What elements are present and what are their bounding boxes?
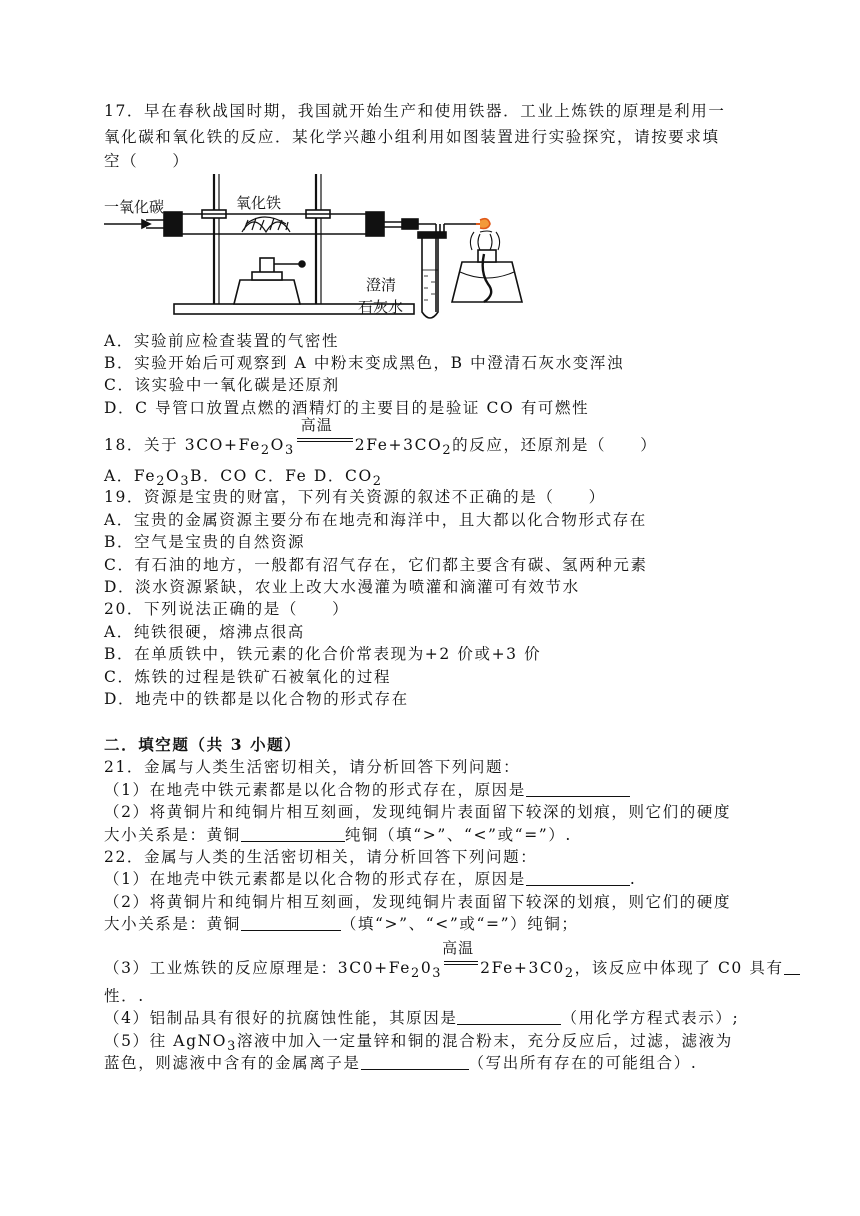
q21-stem: 21．金属与人类生活密切相关，请分析回答下列问题： bbox=[104, 758, 521, 776]
q22-part-5-line-1: （5）往 AgNO$_3$溶液中加入一定量锌和铜的混合粉末，充分反应后，过滤，滤液为 bbox=[104, 1032, 733, 1055]
q22-part-3-line-2: 性．. bbox=[104, 987, 145, 1005]
q17-stem-line-2: 氧化碳和氧化铁的反应．某化学兴趣小组利用如图装置进行实验探究，请按要求填 bbox=[104, 128, 720, 146]
reaction-condition: 高温 bbox=[295, 428, 355, 450]
label-co: 一氧化碳 bbox=[104, 198, 165, 216]
reaction-condition: 高温 bbox=[442, 951, 480, 973]
q19-option-c: C．有石油的地方，一般都有沼气存在，它们都主要含有碳、氢两种元素 bbox=[104, 556, 648, 574]
q17-option-a: A．实验前应检查装置的气密性 bbox=[104, 332, 340, 350]
q22-part-2-line-1: （2）将黄铜片和纯铜片相互刻画，发现纯铜片表面留下较深的划痕，则它们的硬度 bbox=[104, 893, 732, 911]
q19-option-d: D．淡水资源紧缺，农业上改大水漫灌为喷灌和滴灌可有效节水 bbox=[104, 578, 580, 596]
label-limewater-2: 石灰水 bbox=[358, 298, 404, 316]
q21-part-1: （1）在地壳中铁元素都是以化合物的形式存在，原因是 bbox=[104, 779, 630, 801]
q17-stem-line-3: 空（ ） bbox=[104, 152, 190, 170]
burner-body bbox=[234, 280, 300, 304]
q19-option-a: A．宝贵的金属资源主要分布在地壳和海洋中，且大都以化合物形式存在 bbox=[104, 511, 647, 529]
q19-option-b: B．空气是宝贵的自然资源 bbox=[104, 533, 306, 551]
answer-blank[interactable] bbox=[526, 869, 630, 886]
answer-blank[interactable] bbox=[526, 780, 630, 797]
q22-part-2-line-2: 大小关系是：黄铜 （填“>”、“<”或“=”）纯铜； bbox=[104, 915, 579, 933]
label-limewater-1: 澄清 bbox=[366, 276, 397, 294]
q17-option-c: C．该实验中一氧化碳是还原剂 bbox=[104, 376, 340, 394]
q22-part-1: （1）在地壳中铁元素都是以化合物的形式存在，原因是 . bbox=[104, 870, 637, 888]
q22-part-3: （3）工业炼铁的反应原理是：$3C0+Fe_20_3$ 高温 $2Fe+3C0_2$，该反应中体现了 C0 具有 bbox=[104, 951, 800, 985]
iron-oxide-powder bbox=[242, 217, 290, 232]
q20-option-c: C．炼铁的过程是铁矿石被氧化的过程 bbox=[104, 668, 392, 686]
q19-stem: 19．资源是宝贵的财富，下列有关资源的叙述不正确的是（ ） bbox=[104, 488, 606, 506]
q22-stem: 22．金属与人类的生活密切相关，请分析回答下列问题： bbox=[104, 848, 538, 866]
q20-option-d: D．地壳中的铁都是以化合物的形式存在 bbox=[104, 690, 409, 708]
q20-stem: 20．下列说法正确的是（ ） bbox=[104, 600, 350, 618]
q18-options: A．$Fe_2O_3B$．CO C．Fe D．$CO_2$ bbox=[104, 467, 383, 490]
q17-option-b: B．实验开始后可观察到 A 中粉末变成黑色，B 中澄清石灰水变浑浊 bbox=[104, 354, 625, 372]
answer-blank[interactable] bbox=[457, 1008, 561, 1025]
right-stopper bbox=[366, 212, 384, 236]
q17-option-d: D．C 导管口放置点燃的酒精灯的主要目的是验证 CO 有可燃性 bbox=[104, 399, 590, 417]
q20-option-b: B．在单质铁中，铁元素的化合价常表现为+2 价或+3 价 bbox=[104, 645, 542, 663]
q21-part-2-line-1: （2）将黄铜片和纯铜片相互刻画，发现纯铜片表面留下较深的划痕，则它们的硬度 bbox=[104, 803, 732, 821]
q17-stem-line-1: 17．早在春秋战国时期，我国就开始生产和使用铁器．工业上炼铁的原理是利用一 bbox=[104, 102, 726, 120]
q18-stem: 18．关于 $3CO+Fe_2O_3$ 高温 $2Fe+3CO_2$的反应，还原剂是（ ） bbox=[104, 416, 658, 459]
answer-blank[interactable] bbox=[784, 958, 800, 975]
section-heading: 二．填空题（共 3 小题） bbox=[104, 735, 302, 754]
answer-blank[interactable] bbox=[361, 1053, 469, 1070]
q22-part-5-line-2: 蓝色，则滤液中含有的金属离子是 （写出所有存在的可能组合）. bbox=[104, 1054, 698, 1072]
experiment-apparatus-figure bbox=[104, 172, 564, 322]
answer-blank[interactable] bbox=[241, 914, 341, 931]
q20-option-a: A．纯铁很硬，熔沸点很高 bbox=[104, 623, 305, 641]
q21-part-2-line-2: 大小关系是：黄铜 纯铜（填“>”、“<”或“=”）. bbox=[104, 826, 572, 844]
label-fe2o3: 氧化铁 bbox=[236, 194, 282, 212]
left-stopper bbox=[164, 212, 182, 236]
q22-part-4: （4）铝制品具有很好的抗腐蚀性能，其原因是 （用化学方程式表示）; bbox=[104, 1009, 740, 1027]
answer-blank[interactable] bbox=[241, 825, 345, 842]
